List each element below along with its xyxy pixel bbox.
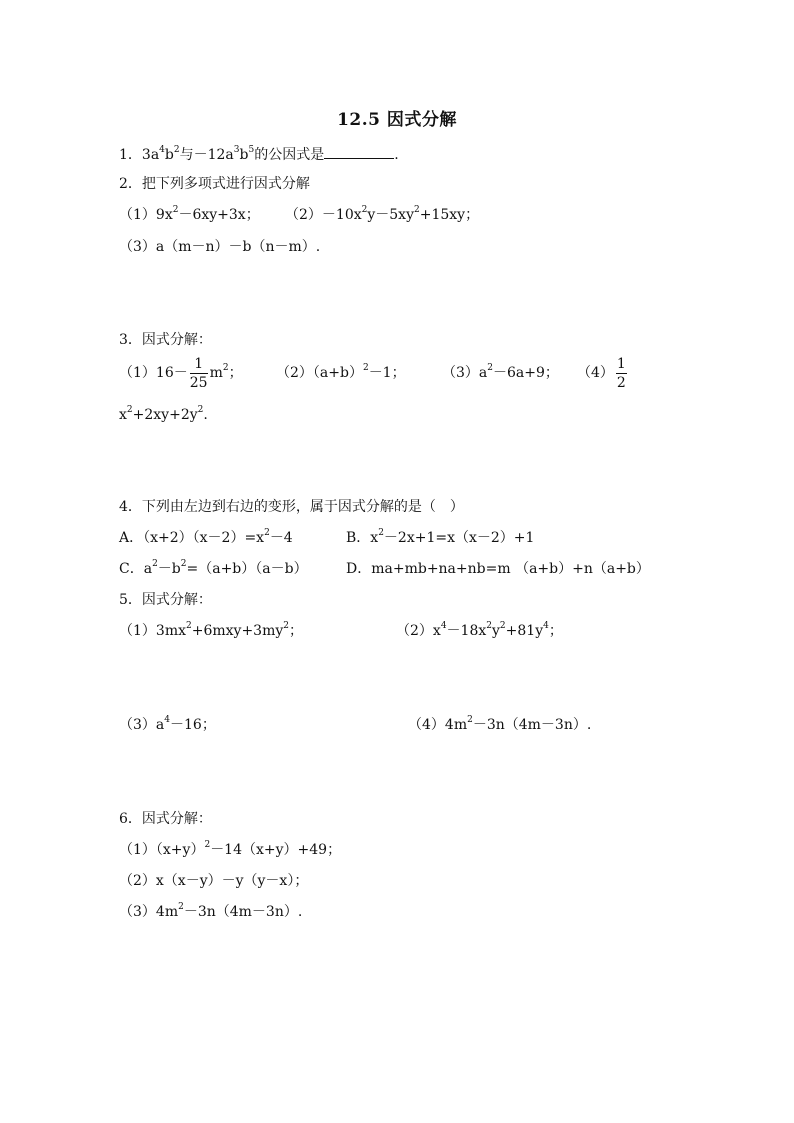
question-2-part-3: （3）a（m－n）－b（n－m）. (119, 239, 321, 255)
question-3-part-3: $(3)a^2-6a+9$； (442, 363, 559, 381)
question-6-part-1: $(1)(x+y)^2-14(x+y)+49$； (119, 840, 342, 858)
question-5-part-1: $(1)3mx^2+6mxy+3my^2$； (119, 621, 304, 639)
answer-blank[interactable] (324, 144, 394, 159)
fraction-1-2: $\frac{1}{2}$ (616, 355, 626, 391)
question-2-heading: 2．把下列多项式进行因式分解 (119, 176, 310, 192)
option-d[interactable]: D．ma+mb+na+nb=m （a+b）+n（a+b） (346, 561, 650, 577)
question-6-heading: 6．因式分解： (119, 811, 212, 827)
question-6-part-2: （2）x（x－y）－y（y－x）； (119, 873, 309, 889)
question-5-part-3: $(3)a^4-16$； (119, 715, 216, 733)
question-6-part-3: $(3)4m^2-3n(4m-3n)$. (119, 902, 303, 920)
question-5-part-2: $(2)x^4-18x^2y^2+81y^4$； (396, 621, 563, 639)
option-a[interactable]: A．$(x+2)(x-2)=x^2-4$ (119, 528, 293, 546)
question-3-part-4: （4） $\frac{1}{2}$ (577, 355, 626, 391)
question-3-heading: 3．因式分解： (119, 332, 212, 348)
question-3-part-1: （1）16－ $\frac{1}{25}$ $m^2$； (119, 355, 243, 391)
question-4-heading: 4．下列由左边到右边的变形，属于因式分解的是（ ） (119, 499, 464, 515)
page-title: 12.5 因式分解 (337, 110, 457, 130)
question-1: 1．$3a^4b^2$与$-12a^3b^5$的公因式是 . (119, 145, 399, 163)
question-2-part-1: $(1)9x^2-6xy+3x$； (119, 205, 260, 223)
question-5-heading: 5．因式分解： (119, 592, 212, 608)
question-2-part-2: $(2)-10x^2y-5xy^2+15xy$； (285, 205, 480, 223)
option-c[interactable]: C．$a^2-b^2=(a+b)(a-b)$ (119, 559, 308, 577)
question-3-part-2: $(2)(a+b)^2-1$； (276, 363, 406, 381)
question-5-part-4: $(4)4m^2-3n(4m-3n)$. (408, 715, 592, 733)
fraction-1-25: $\frac{1}{25}$ (189, 355, 208, 391)
option-b[interactable]: B．$x^2-2x+1=x(x-2)+1$ (346, 528, 535, 546)
question-3-part-4-continued: $x^2+2xy+2y^2$. (119, 405, 208, 423)
